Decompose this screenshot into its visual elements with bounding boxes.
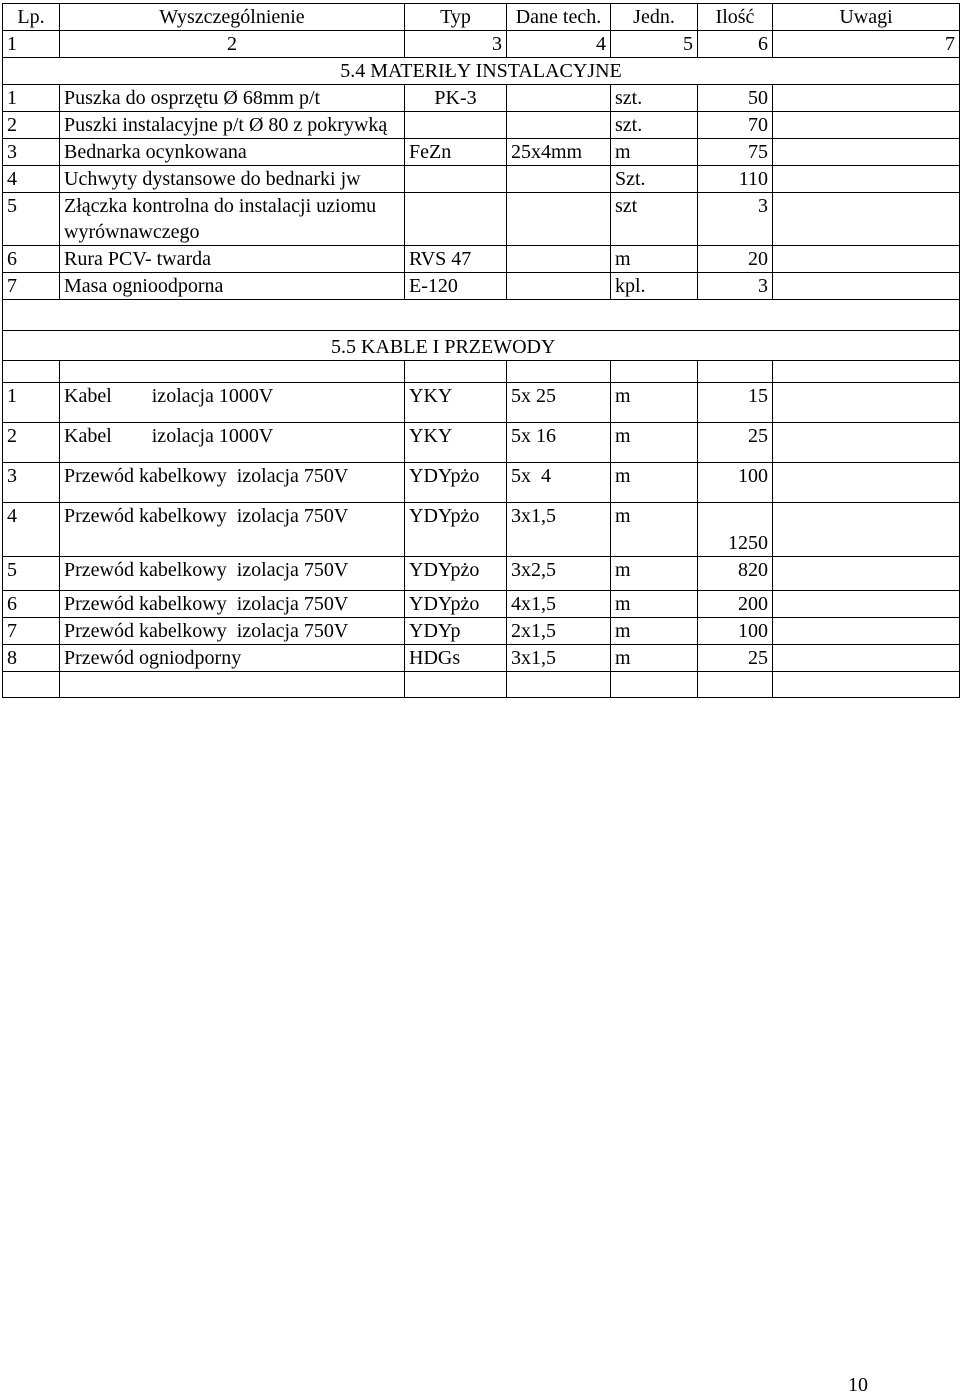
cell-lp: 7 [3, 618, 60, 645]
cell-ilosc: 110 [698, 166, 773, 193]
cell-typ: HDGs [405, 645, 507, 672]
cell-lp: 5 [3, 193, 60, 246]
spacer-cell [773, 361, 960, 383]
cell-ilosc: 25 [698, 645, 773, 672]
cell-dane: 5x 25 [507, 383, 611, 423]
page-number: 10 [848, 1374, 868, 1396]
cell-typ: YDYp [405, 618, 507, 645]
cell-lp: 4 [3, 166, 60, 193]
spacer-cell [60, 672, 405, 698]
spacer-cell [773, 672, 960, 698]
header-dane: Dane tech. [507, 4, 611, 31]
cell-jedn: Szt. [611, 166, 698, 193]
cell-dane: 2x1,5 [507, 618, 611, 645]
cell-ilosc: 1250 [698, 503, 773, 557]
cell-dane: 3x2,5 [507, 557, 611, 591]
section-title: 5.5 KABLE I PRZEWODY [3, 331, 960, 361]
spacer-cell [405, 361, 507, 383]
cell-dane [507, 112, 611, 139]
cell-name: Bednarka ocynkowana [60, 139, 405, 166]
table-row [3, 557, 960, 591]
materials-table [2, 3, 960, 698]
cell-uwagi [773, 645, 960, 672]
spacer-cell [3, 300, 960, 331]
spacer-cell [698, 672, 773, 698]
cell-uwagi [773, 591, 960, 618]
cell-name: Przewód kabelkowy izolacja 750V [60, 463, 405, 503]
cell-lp: 2 [3, 112, 60, 139]
cell-jedn: m [611, 246, 698, 273]
cell-lp: 1 [3, 383, 60, 423]
header-typ: Typ [405, 4, 507, 31]
col-number: 2 [60, 31, 405, 58]
cell-uwagi [773, 273, 960, 300]
cell-jedn: szt. [611, 112, 698, 139]
cell-name: Kabel izolacja 1000V [60, 383, 405, 423]
cell-uwagi [773, 423, 960, 463]
cell-jedn: m [611, 591, 698, 618]
header-wyszczegolnienie: Wyszczególnienie [60, 4, 405, 31]
cell-uwagi [773, 112, 960, 139]
cell-typ [405, 166, 507, 193]
cell-typ: YDYpżo [405, 591, 507, 618]
spacer-cell [507, 672, 611, 698]
cell-uwagi [773, 503, 960, 557]
header-jedn: Jedn. [611, 4, 698, 31]
table-row [3, 618, 960, 645]
cell-ilosc: 20 [698, 246, 773, 273]
cell-uwagi [773, 463, 960, 503]
spacer-cell [3, 672, 60, 698]
section-title-row [3, 58, 960, 85]
cell-typ: YKY [405, 383, 507, 423]
cell-ilosc: 75 [698, 139, 773, 166]
section-title-row [3, 331, 960, 361]
cell-uwagi [773, 166, 960, 193]
table-row [3, 591, 960, 618]
cell-name: Przewód kabelkowy izolacja 750V [60, 503, 405, 557]
cell-uwagi [773, 193, 960, 246]
cell-lp: 3 [3, 463, 60, 503]
col-number: 5 [611, 31, 698, 58]
cell-typ: YDYpżo [405, 503, 507, 557]
cell-jedn: m [611, 503, 698, 557]
cell-dane [507, 166, 611, 193]
cell-ilosc: 100 [698, 618, 773, 645]
cell-name: Puszki instalacyjne p/t Ø 80 z pokrywką [60, 112, 405, 139]
cell-jedn: kpl. [611, 273, 698, 300]
cell-jedn: m [611, 463, 698, 503]
table-row [3, 383, 960, 423]
cell-dane: 5x 16 [507, 423, 611, 463]
table-row [3, 112, 960, 139]
cell-typ: E-120 [405, 273, 507, 300]
spacer-cell [507, 361, 611, 383]
cell-dane: 3x1,5 [507, 645, 611, 672]
column-number-row [3, 31, 960, 58]
spacer-cell [3, 361, 60, 383]
spacer-cell [405, 672, 507, 698]
cell-typ: YDYpżo [405, 557, 507, 591]
cell-uwagi [773, 557, 960, 591]
cell-ilosc: 100 [698, 463, 773, 503]
cell-ilosc: 3 [698, 273, 773, 300]
table-row [3, 85, 960, 112]
cell-dane: 4x1,5 [507, 591, 611, 618]
cell-ilosc: 3 [698, 193, 773, 246]
table-row [3, 193, 960, 246]
col-number: 1 [3, 31, 60, 58]
col-number: 3 [405, 31, 507, 58]
header-lp: Lp. [3, 4, 60, 31]
header-row [3, 4, 960, 31]
table-row [3, 503, 960, 557]
cell-uwagi [773, 139, 960, 166]
cell-name: Przewód ogniodporny [60, 645, 405, 672]
cell-lp: 3 [3, 139, 60, 166]
col-number: 6 [698, 31, 773, 58]
cell-jedn: m [611, 645, 698, 672]
cell-jedn: m [611, 557, 698, 591]
cell-typ: FeZn [405, 139, 507, 166]
cell-uwagi [773, 85, 960, 112]
cell-ilosc: 50 [698, 85, 773, 112]
cell-uwagi [773, 618, 960, 645]
cell-lp: 6 [3, 591, 60, 618]
cell-name: Rura PCV- twarda [60, 246, 405, 273]
cell-dane [507, 85, 611, 112]
cell-dane: 25x4mm [507, 139, 611, 166]
cell-name: Przewód kabelkowy izolacja 750V [60, 557, 405, 591]
cell-typ [405, 112, 507, 139]
cell-jedn: m [611, 139, 698, 166]
col-number: 4 [507, 31, 611, 58]
cell-typ [405, 193, 507, 246]
cell-ilosc: 70 [698, 112, 773, 139]
cell-uwagi [773, 383, 960, 423]
cell-name: Przewód kabelkowy izolacja 750V [60, 618, 405, 645]
cell-jedn: szt [611, 193, 698, 246]
header-ilosc: Ilość [698, 4, 773, 31]
cell-name: Kabel izolacja 1000V [60, 423, 405, 463]
cell-dane: 3x1,5 [507, 503, 611, 557]
spacer-row [3, 361, 960, 383]
cell-typ: YDYpżo [405, 463, 507, 503]
cell-lp: 2 [3, 423, 60, 463]
col-number: 7 [773, 31, 960, 58]
cell-dane [507, 246, 611, 273]
cell-typ: RVS 47 [405, 246, 507, 273]
section-title: 5.4 MATERIŁY INSTALACYJNE [3, 58, 960, 85]
table-row [3, 166, 960, 193]
cell-typ: YKY [405, 423, 507, 463]
spacer-cell [611, 361, 698, 383]
cell-lp: 4 [3, 503, 60, 557]
cell-lp: 8 [3, 645, 60, 672]
cell-name: Złączka kontrolna do instalacji uziomu wyrównawczego [60, 193, 405, 246]
cell-lp: 1 [3, 85, 60, 112]
table-row [3, 273, 960, 300]
spacer-cell [611, 672, 698, 698]
cell-name: Puszka do osprzętu Ø 68mm p/t [60, 85, 405, 112]
table-row [3, 246, 960, 273]
spacer-cell [60, 361, 405, 383]
cell-name: Przewód kabelkowy izolacja 750V [60, 591, 405, 618]
spacer-row [3, 300, 960, 331]
cell-name: Uchwyty dystansowe do bednarki jw [60, 166, 405, 193]
table-row [3, 645, 960, 672]
cell-uwagi [773, 246, 960, 273]
cell-ilosc: 200 [698, 591, 773, 618]
cell-jedn: m [611, 423, 698, 463]
cell-dane [507, 273, 611, 300]
cell-jedn: szt. [611, 85, 698, 112]
cell-lp: 5 [3, 557, 60, 591]
cell-ilosc: 15 [698, 383, 773, 423]
spacer-row [3, 672, 960, 698]
cell-jedn: m [611, 383, 698, 423]
cell-lp: 6 [3, 246, 60, 273]
table-row [3, 139, 960, 166]
cell-jedn: m [611, 618, 698, 645]
spacer-cell [698, 361, 773, 383]
table-row [3, 423, 960, 463]
cell-dane: 5x 4 [507, 463, 611, 503]
cell-dane [507, 193, 611, 246]
cell-ilosc: 25 [698, 423, 773, 463]
header-uwagi: Uwagi [773, 4, 960, 31]
cell-lp: 7 [3, 273, 60, 300]
cell-typ: PK-3 [405, 85, 507, 112]
cell-ilosc: 820 [698, 557, 773, 591]
table-row [3, 463, 960, 503]
cell-name: Masa ognioodporna [60, 273, 405, 300]
